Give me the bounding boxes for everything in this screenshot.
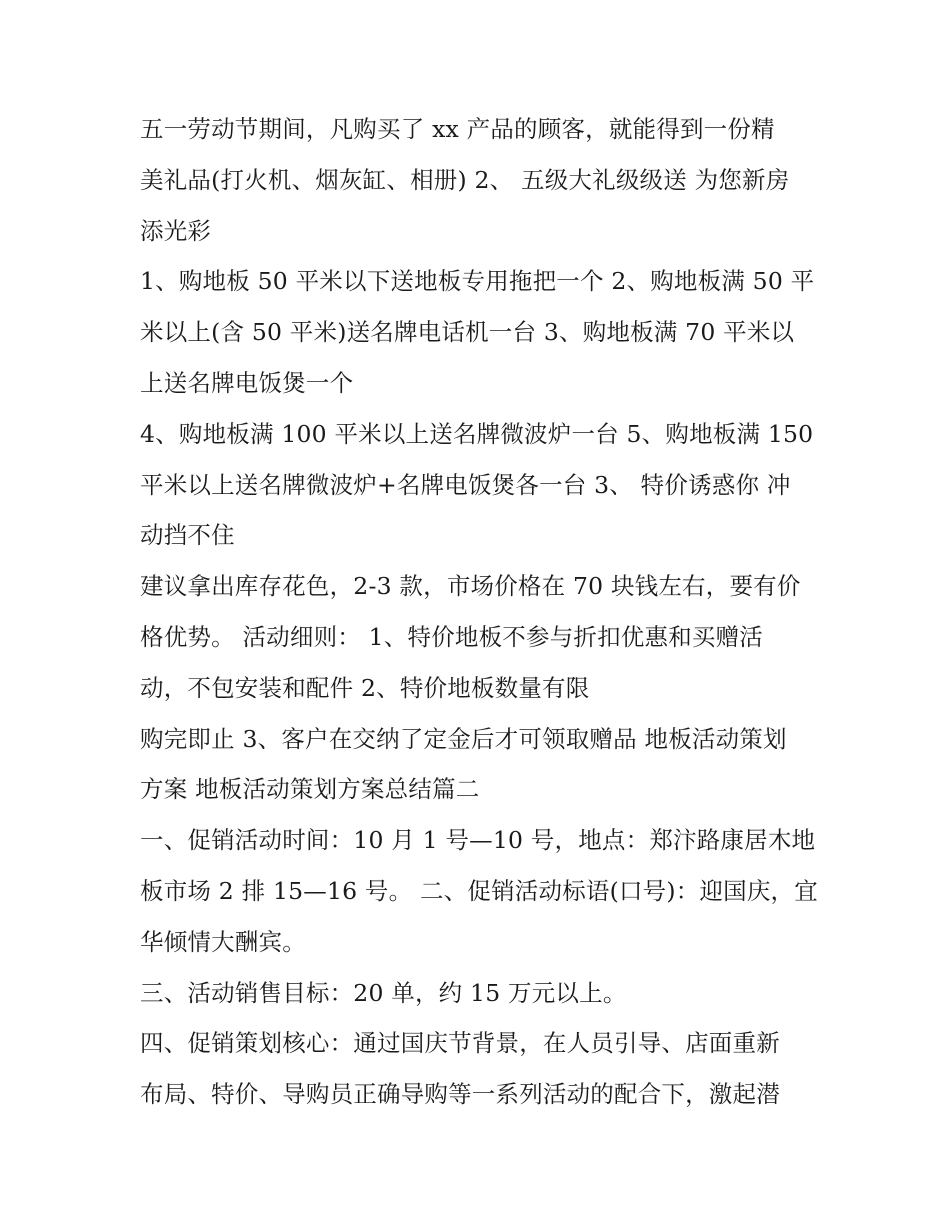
text-line: 添光彩 (140, 216, 212, 245)
text-line: 动挡不住 (140, 521, 235, 550)
text-line: 1、购地板 50 平米以下送地板专用拖把一个 2、购地板满 50 平 (140, 267, 815, 296)
text-line: 板市场 2 排 15—16 号。 二、促销活动标语(口号)：迎国庆，宜 (140, 876, 818, 905)
text-line: 美礼品(打火机、烟灰缸、相册) 2、 五级大礼级级送 为您新房 (140, 165, 790, 194)
text-line: 方案 地板活动策划方案总结篇二 (140, 775, 480, 804)
text-line: 购完即止 3、客户在交纳了定金后才可领取赠品 地板活动策划 (140, 724, 787, 753)
text-line: 格优势。 活动细则： 1、特价地板不参与折扣优惠和买赠活 (140, 622, 763, 651)
text-line: 布局、特价、导购员正确导购等一系列活动的配合下，激起潜 (140, 1080, 780, 1109)
text-line: 四、促销策划核心：通过国庆节背景，在人员引导、店面重新 (140, 1029, 780, 1058)
text-line: 上送名牌电饭煲一个 (140, 368, 354, 397)
text-line: 建议拿出库存花色，2-3 款，市场价格在 70 块钱左右，要有价 (140, 572, 801, 601)
text-line: 平米以上送名牌微波炉+名牌电饭煲各一台 3、 特价诱惑你 冲 (140, 470, 791, 499)
text-line: 米以上(含 50 平米)送名牌电话机一台 3、购地板满 70 平米以 (140, 318, 795, 347)
text-line: 三、活动销售目标：20 单，约 15 万元以上。 (140, 978, 627, 1007)
text-line: 一、促销活动时间：10 月 1 号—10 号，地点：郑汴路康居木地 (140, 826, 816, 855)
text-line: 动，不包安装和配件 2、特价地板数量有限 (140, 673, 590, 702)
text-line: 华倾情大酬宾。 (140, 927, 306, 956)
text-line: 4、购地板满 100 平米以上送名牌微波炉一台 5、购地板满 150 (140, 419, 814, 448)
document-body (140, 104, 820, 1120)
text-line: 五一劳动节期间，凡购买了 xx 产品的顾客，就能得到一份精 (140, 115, 775, 143)
